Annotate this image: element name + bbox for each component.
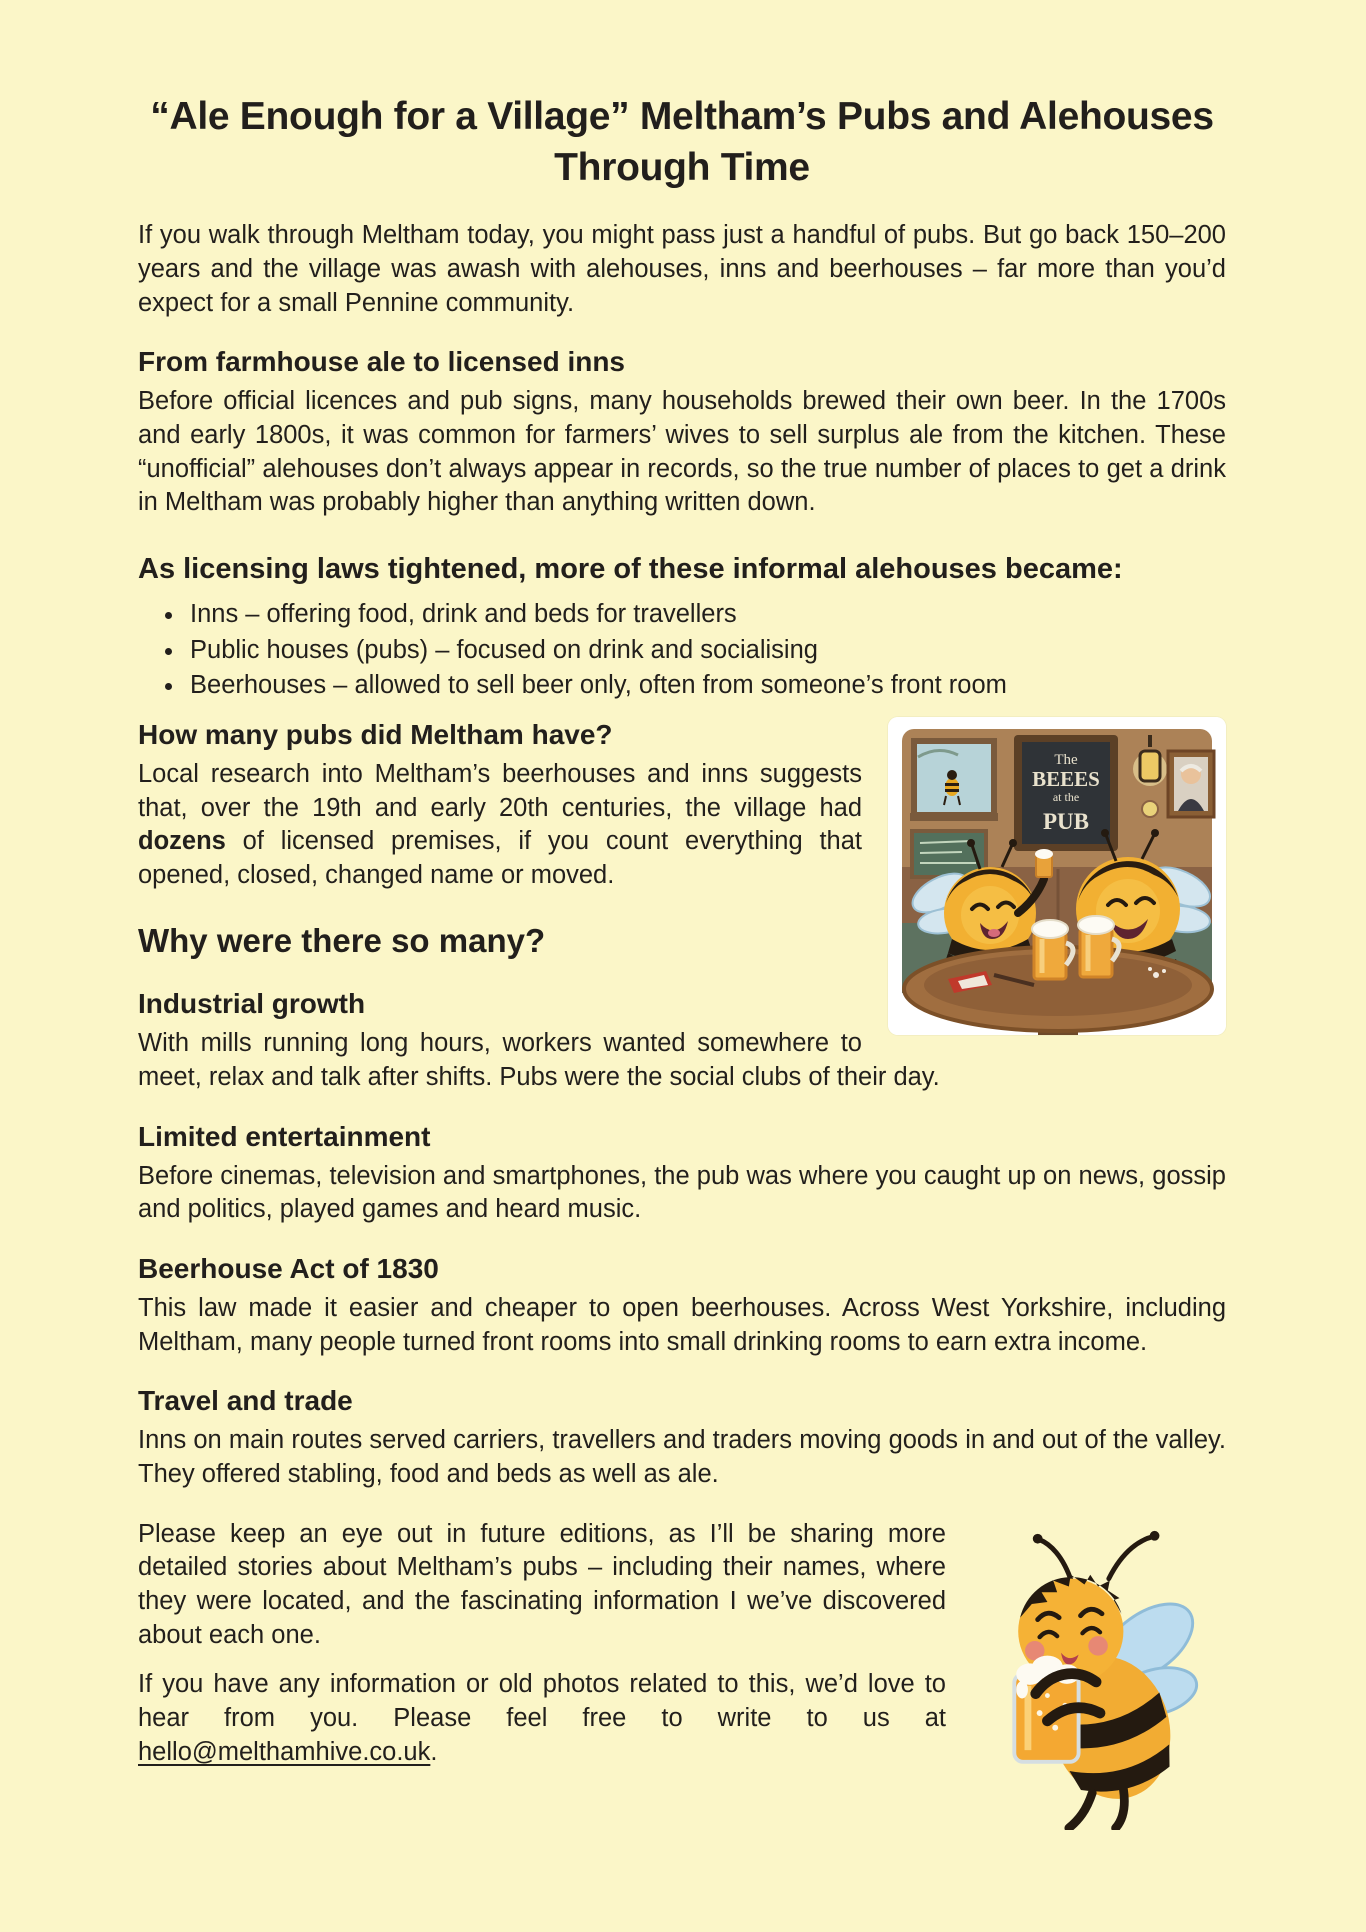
list-item-inns: • Inns – offering food, drink and beds for travellers bbox=[186, 597, 1226, 632]
future-editions-paragraph: Please keep an eye out in future editions, as I’ll be sharing more detailed stories about Meltham’s pubs – including their names, where they were located, and the fascinating information I we’ve discovered about each one. bbox=[138, 1519, 946, 1649]
email-link[interactable]: hello@melthamhive.co.uk bbox=[138, 1737, 431, 1766]
industrial-paragraph: With mills running long hours, workers wanted somewhere to meet, relax and talk after shifts. Pubs were the social clubs of their day. bbox=[138, 1029, 940, 1091]
how-many-text-end: of licensed premises, if you count everything that opened, closed, changed name or moved. bbox=[138, 827, 862, 890]
bee-hugging-beer-illustration bbox=[976, 1528, 1226, 1830]
heading-beerhouse-act: Beerhouse Act of 1830 bbox=[138, 1252, 439, 1284]
dozens-emphasis: dozens bbox=[138, 827, 226, 856]
entertainment-paragraph: Before cinemas, television and smartphones, the pub was where you caught up on news, gossip and politics, played games and heard music. bbox=[138, 1161, 1226, 1224]
outro-block bbox=[138, 1518, 1226, 1770]
pub-scene-graphic bbox=[888, 717, 1226, 1035]
farmhouse-paragraph: Before official licences and pub signs, many households brewed their own beer. In the 1700s and early 1800s, it was common for farmers’ wives to sell surplus ale from the kitchen. These “unofficial” alehouses don’t always appear in records, so the true number of places to get a drink in Meltham was probably higher than anything written down. bbox=[138, 387, 1226, 517]
bee-with-beer-graphic bbox=[976, 1528, 1226, 1830]
alehouse-types-list bbox=[138, 597, 1226, 703]
heading-why-so-many: Why were there so many? bbox=[138, 921, 546, 959]
list-item-beerhouses: • Beerhouses – allowed to sell beer only, often from someone’s front room bbox=[186, 668, 1226, 703]
heading-limited-entertainment: Limited entertainment bbox=[138, 1120, 431, 1152]
portrait-frame-icon bbox=[1168, 751, 1214, 817]
page-title: “Ale Enough for a Village” Meltham’s Pubs and Alehouses Through Time bbox=[150, 95, 1214, 189]
travel-paragraph: Inns on main routes served carriers, travellers and traders moving goods in and out of the valley. They offered stabling, food and beds as well as ale. bbox=[138, 1426, 1226, 1488]
pub-sign-line3: at the bbox=[1052, 790, 1080, 805]
how-many-text-start: Local research into Meltham’s beerhouses and inns suggests that, over the 19th and early 20th centuries, the village had bbox=[138, 760, 862, 822]
pub-sign-line4: PUB bbox=[1043, 809, 1089, 835]
contact-text-start: If you have any information or old photos related to this, we’d love to hear from you. Please feel free to write to us at bbox=[138, 1670, 946, 1732]
heading-travel-and-trade: Travel and trade bbox=[138, 1385, 353, 1417]
beerhouse-act-paragraph: This law made it easier and cheaper to open beerhouses. Across West Yorkshire, including Meltham, many people turned front rooms into small drinking rooms to earn extra income. bbox=[138, 1293, 1226, 1356]
list-item-public-houses: • Public houses (pubs) – focused on drink and socialising bbox=[186, 633, 1226, 668]
heading-licensing-laws: As licensing laws tightened, more of these informal alehouses became: bbox=[138, 552, 1123, 585]
intro-paragraph: If you walk through Meltham today, you might pass just a handful of pubs. But go back 150–200 years and the village was awash with alehouses, inns and beerhouses – far more than you’d expect for a small Pennine community. bbox=[138, 221, 1226, 317]
heading-how-many-pubs: How many pubs did Meltham have? bbox=[138, 719, 613, 751]
heading-farmhouse-ale: From farmhouse ale to licensed inns bbox=[138, 346, 626, 378]
contact-text-end: . bbox=[430, 1737, 438, 1766]
pub-sign-line2: BEEES bbox=[1032, 767, 1100, 792]
pub-sign-line1: The bbox=[1054, 752, 1078, 769]
bees-at-the-pub-illustration bbox=[888, 717, 1226, 1035]
heading-industrial-growth: Industrial growth bbox=[138, 988, 366, 1020]
